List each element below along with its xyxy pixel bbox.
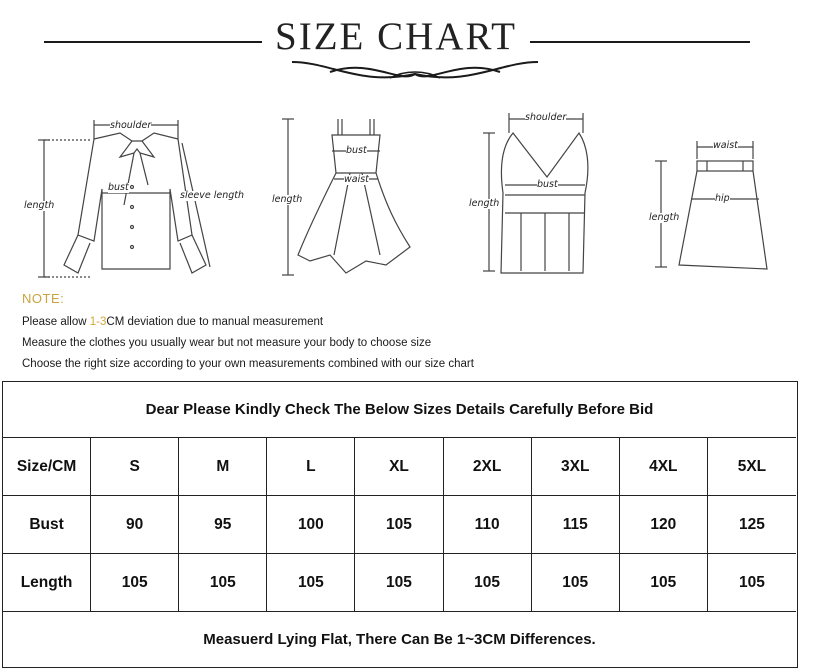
skirt-hip-label: hip xyxy=(715,193,730,204)
table-cell: 4XL xyxy=(620,438,708,495)
table-cell: Length xyxy=(3,554,91,611)
table-cell: 105 xyxy=(532,554,620,611)
table-cell: 90 xyxy=(91,496,179,553)
shirt-bust-label: bust xyxy=(108,182,129,193)
shirt-length-label: length xyxy=(24,200,55,211)
table-cell: 105 xyxy=(355,496,443,553)
skirt-figure xyxy=(645,135,775,275)
tank-shoulder-label: shoulder xyxy=(525,112,567,123)
swirl-ornament-icon xyxy=(290,56,540,88)
table-cell: S xyxy=(91,438,179,495)
table-cell: 110 xyxy=(444,496,532,553)
dress-bust-label: bust xyxy=(346,145,367,156)
tank-length-label: length xyxy=(469,198,500,209)
page-title: SIZE CHART xyxy=(275,15,517,58)
table-cell: 105 xyxy=(355,554,443,611)
table-cell: 105 xyxy=(444,554,532,611)
table-cell: Bust xyxy=(3,496,91,553)
skirt-drawing-icon xyxy=(645,135,775,275)
skirt-length-label: length xyxy=(649,212,680,223)
table-cell: 5XL xyxy=(737,457,767,475)
note-line-deviation xyxy=(22,315,622,336)
table-cell: 95 xyxy=(179,496,267,553)
table-caption-top: Dear Please Kindly Check The Below Sizes Details Carefully Before Bid xyxy=(3,382,796,438)
shirt-shoulder-label: shoulder xyxy=(110,120,152,131)
shirt-figure xyxy=(20,115,250,285)
note-heading: NOTE: xyxy=(22,291,65,306)
skirt-waist-label: waist xyxy=(713,140,738,151)
note-line-1-text-end: CM deviation due to manual measurement xyxy=(106,316,324,328)
tank-bust-label: bust xyxy=(537,179,558,190)
table-cell: 105 xyxy=(179,554,267,611)
table-cell: 100 xyxy=(267,496,355,553)
note-line-1-highlight: 1-3 xyxy=(89,316,107,328)
table-cell: Size/CM xyxy=(3,438,91,495)
table-caption-bottom: Measuerd Lying Flat, There Can Be 1~3CM Differences. xyxy=(203,631,596,648)
note-line-measure: Measure the clothes you usually wear but not measure your body to choose size xyxy=(22,337,432,349)
note-section xyxy=(22,291,622,378)
table-cell: XL xyxy=(355,438,443,495)
tank-top-figure xyxy=(465,105,615,285)
table-row-size xyxy=(3,438,796,496)
table-row-length xyxy=(3,554,796,612)
table-cell: L xyxy=(267,438,355,495)
table-cell: 120 xyxy=(620,496,708,553)
tank-top-drawing-icon xyxy=(465,105,615,285)
table-cell: 125 xyxy=(738,515,765,533)
header-rule-left xyxy=(44,41,262,43)
table-cell: 105 xyxy=(738,573,765,591)
table-cell: M xyxy=(179,438,267,495)
table-cell: 115 xyxy=(532,496,620,553)
table-cell: 3XL xyxy=(532,438,620,495)
table-cell: 105 xyxy=(620,554,708,611)
size-table xyxy=(2,381,798,668)
table-cell: 2XL xyxy=(444,438,532,495)
table-cell: 105 xyxy=(267,554,355,611)
header-rule-right xyxy=(530,41,750,43)
note-line-choose: Choose the right size according to your own measurements combined with our size chart xyxy=(22,358,474,370)
table-row-bust xyxy=(3,496,796,554)
table-cell: 105 xyxy=(91,554,179,611)
shirt-sleeve-label: sleeve length xyxy=(180,190,245,201)
note-line-1-text: Please allow xyxy=(22,316,90,328)
dress-length-label: length xyxy=(272,194,303,205)
size-chart-header xyxy=(0,0,830,95)
dress-figure xyxy=(270,115,430,285)
dress-waist-label: waist xyxy=(344,174,369,185)
